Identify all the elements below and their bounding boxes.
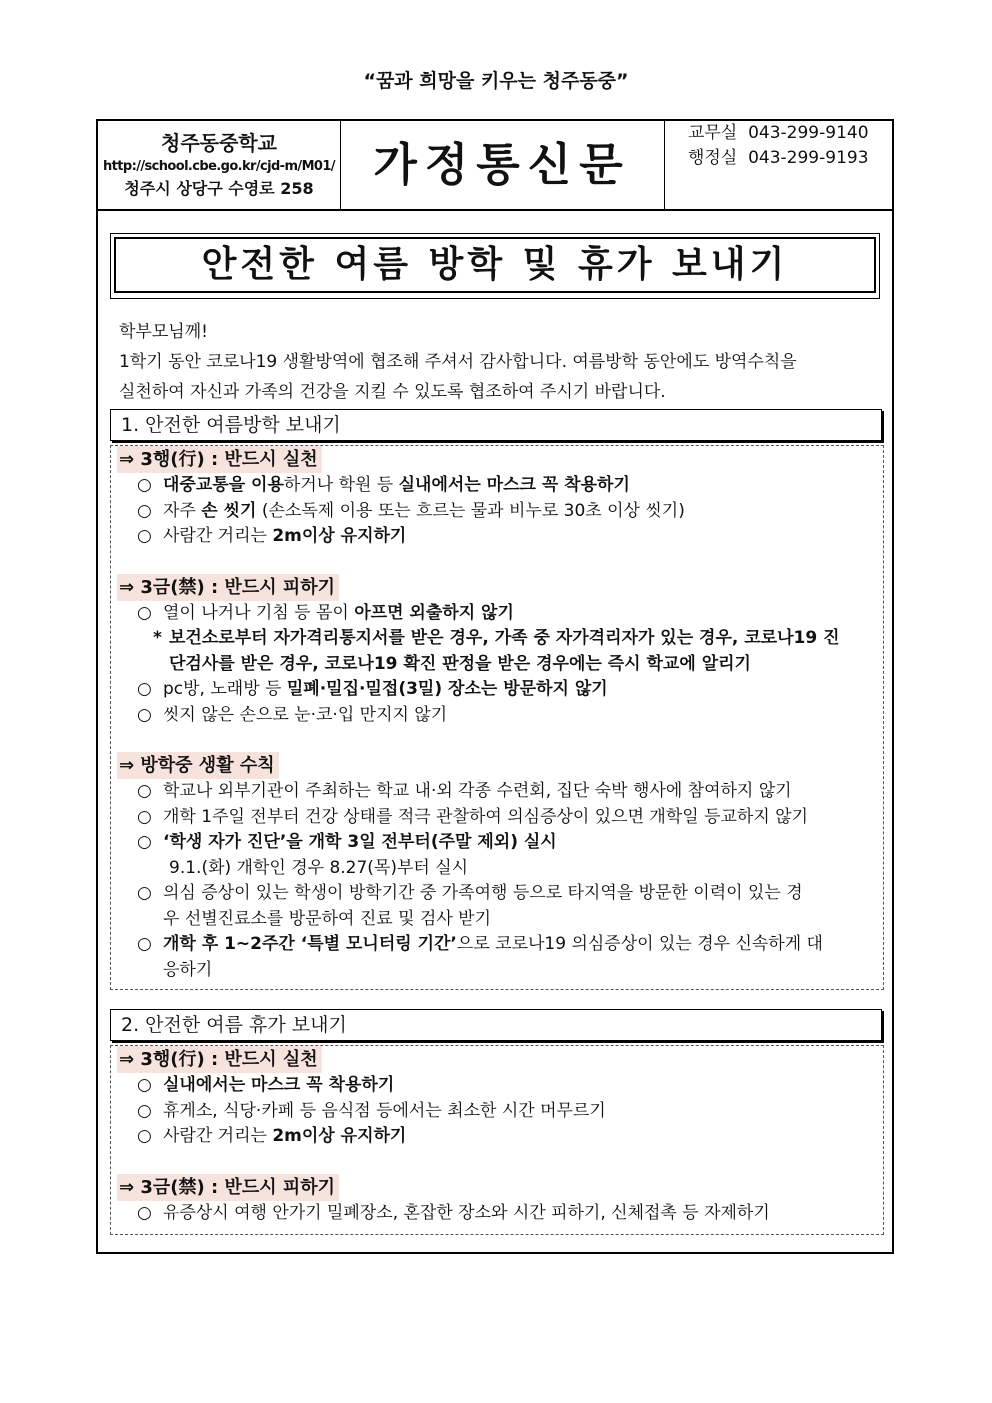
circle-bullet-icon: ○ — [137, 679, 152, 699]
section1-rules-heading: ⇒ 방학중 생활 수칙 — [117, 752, 877, 779]
arrow-icon: ⇒ — [119, 1176, 135, 1198]
circle-bullet-icon: ○ — [137, 500, 152, 521]
list-item: ○ 사람간 거리는 2m이상 유지하기 — [117, 1124, 877, 1150]
newsletter-frame — [96, 119, 894, 1254]
circle-bullet-icon: ○ — [137, 526, 152, 546]
list-item: ○ 개학 후 1~2주간 ‘특별 모니터링 기간’으로 코로나19 의심증상이 있는 경우 신속하게 대 — [117, 932, 877, 958]
circle-bullet-icon: ○ — [137, 475, 152, 495]
circle-bullet-icon: ○ — [137, 1075, 152, 1095]
list-item: ○ 대중교통을 이용하거나 학원 등 실내에서는 마스크 꼭 착용하기 — [117, 473, 877, 499]
letterhead — [98, 121, 892, 211]
admin-label: 행정실 — [688, 148, 738, 168]
arrow-icon: ⇒ — [119, 449, 135, 470]
section2-body — [110, 1045, 884, 1235]
newsletter-title: 가정통신문 — [373, 138, 631, 191]
arrow-icon: ⇒ — [119, 576, 135, 598]
notice-item-cont: 단검사를 받은 경우, 코로나19 확진 판정을 받은 경우에는 즉시 학교에 알리기 — [169, 653, 751, 674]
list-item: ○ 개학 1주일 전부터 건강 상태를 적극 관찰하여 의심증상이 있으면 개학일 등교하지 않기 — [117, 805, 877, 831]
school-address: 청주시 상당구 수영로 258 — [124, 179, 314, 198]
section1-title: 1. 안전한 여름방학 보내기 — [110, 409, 882, 441]
office-contact — [688, 121, 892, 146]
school-url[interactable]: http://school.cbe.go.kr/cjd-m/M01/ — [103, 159, 335, 174]
section2-dont-heading: ⇒ 3금(禁) : 반드시 피하기 — [117, 1174, 877, 1201]
intro-greeting: 학부모님께! — [119, 322, 208, 342]
list-item: ○ 휴게소, 식당·카페 등 음식점 등에서는 최소한 시간 머무르기 — [117, 1099, 877, 1125]
list-item: ○ 학교나 외부기관이 주최하는 학교 내·외 각종 수련회, 집단 숙박 행사에 참여하지 않기 — [117, 779, 877, 805]
school-name: 청주동중학교 — [161, 131, 277, 155]
intro-line: 실천하여 자신과 가족의 건강을 지킬 수 있도록 협조하여 주시기 바랍니다. — [119, 382, 666, 402]
circle-bullet-icon: ○ — [137, 806, 152, 827]
office-phone: 043-299-9140 — [748, 123, 869, 143]
notice-item: * 보건소로부터 자가격리통지서를 받은 경우, 가족 중 자가격리자가 있는 경우, 코로나19 진 — [117, 626, 877, 652]
contact-info — [664, 121, 892, 209]
list-item-cont: 응하기 — [163, 959, 213, 980]
list-item: ○ 실내에서는 마스크 꼭 착용하기 — [117, 1073, 877, 1099]
circle-bullet-icon: ○ — [137, 934, 152, 954]
school-info — [98, 121, 341, 209]
circle-bullet-icon: ○ — [137, 781, 152, 801]
section1-dont-heading: ⇒ 3금(禁) : 반드시 피하기 — [117, 574, 877, 601]
list-item: ○ 열이 나거나 기침 등 몸이 아프면 외출하지 않기 — [117, 601, 877, 627]
list-item: ○ 사람간 거리는 2m이상 유지하기 — [117, 524, 877, 550]
section2-do-heading: ⇒ 3행(行) : 반드시 실천 — [117, 1046, 877, 1073]
circle-bullet-icon: ○ — [137, 602, 152, 623]
intro — [119, 317, 891, 407]
circle-bullet-icon: ○ — [137, 883, 152, 903]
list-item: ○ 의심 증상이 있는 학생이 방학기간 중 가족여행 등으로 타지역을 방문한 이력이 있는 경 — [117, 881, 877, 907]
list-item: ○ ‘학생 자가 진단’을 개학 3일 전부터(주말 제외) 실시 — [117, 830, 877, 856]
section2-title: 2. 안전한 여름 휴가 보내기 — [110, 1009, 882, 1041]
circle-bullet-icon: ○ — [137, 704, 152, 725]
admin-phone: 043-299-9193 — [748, 148, 869, 168]
section1-body — [110, 445, 884, 990]
circle-bullet-icon: ○ — [137, 1126, 152, 1146]
office-label: 교무실 — [688, 123, 738, 143]
slogan: “꿈과 희망을 키우는 청주동중” — [363, 70, 629, 92]
arrow-icon: ⇒ — [119, 1049, 135, 1070]
list-item: ○ 씻지 않은 손으로 눈·코·입 만지지 않기 — [117, 703, 877, 729]
list-item-detail: 9.1.(화) 개학인 경우 8.27(목)부터 실시 — [169, 857, 469, 878]
intro-line: 1학기 동안 코로나19 생활방역에 협조해 주셔서 감사합니다. 여름방학 동안에도 방역수칙을 — [119, 352, 797, 372]
doc-title: 안전한 여름 방학 및 휴가 보내기 — [114, 237, 876, 293]
circle-bullet-icon: ○ — [137, 832, 152, 852]
circle-bullet-icon: ○ — [137, 1202, 152, 1223]
list-item: ○ pc방, 노래방 등 밀폐·밀집·밀접(3밀) 장소는 방문하지 않기 — [117, 677, 877, 703]
circle-bullet-icon: ○ — [137, 1100, 152, 1121]
list-item-cont: 우 선별진료소를 방문하여 진료 및 검사 받기 — [163, 908, 492, 929]
section1-do-heading: ⇒ 3행(行) : 반드시 실천 — [117, 446, 877, 473]
arrow-icon: ⇒ — [119, 755, 135, 776]
doc-title-box — [110, 233, 880, 299]
admin-contact — [688, 146, 892, 171]
list-item: ○ 자주 손 씻기 (손소독제 이용 또는 흐르는 물과 비누로 30초 이상 씻기) — [117, 499, 877, 525]
list-item: ○ 유증상시 여행 안가기 밀폐장소, 혼잡한 장소와 시간 피하기, 신체접촉 등 자제하기 — [117, 1201, 877, 1227]
asterisk-icon: * — [153, 628, 162, 648]
newsletter-heading-cell — [340, 121, 665, 209]
